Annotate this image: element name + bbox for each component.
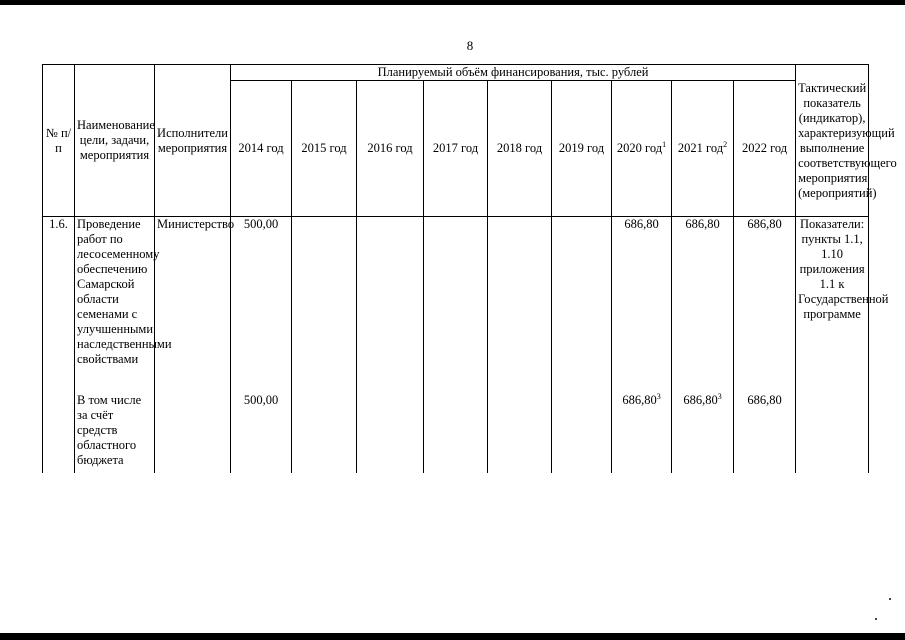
header-executors: Исполнители мероприятия xyxy=(155,65,231,217)
row-value xyxy=(357,217,424,394)
row-value: 686,80 xyxy=(734,217,796,394)
header-year: 2016 год xyxy=(357,81,424,217)
row-executor xyxy=(155,393,231,473)
row-value xyxy=(292,393,357,473)
row-value xyxy=(424,217,488,394)
row-name: Проведение работ по лесосеменному обеспечению Самарской области семенами с улучшенными наследственными свойствами xyxy=(75,217,155,394)
row-value xyxy=(424,393,488,473)
row-value: 686,80 xyxy=(672,217,734,394)
header-year: 2014 год xyxy=(231,81,292,217)
row-value: 500,00 xyxy=(231,217,292,394)
header-year: 2017 год xyxy=(424,81,488,217)
row-value xyxy=(357,393,424,473)
row-value: 686,80$^3$ xyxy=(672,393,734,473)
table-row xyxy=(43,393,869,473)
scan-speck xyxy=(889,598,891,600)
header-year: 2019 год xyxy=(552,81,612,217)
row-value xyxy=(552,217,612,394)
row-value: 686,80$^3$ xyxy=(612,393,672,473)
scan-bottom-edge xyxy=(0,633,905,640)
financing-table xyxy=(42,64,897,473)
header-year: 2020 год$^1$ xyxy=(612,81,672,217)
row-indicator: Показатели: пункты 1.1, 1.10 приложения 1.1 к Государственной программе xyxy=(796,217,869,394)
header-year: 2021 год$^2$ xyxy=(672,81,734,217)
row-value xyxy=(552,393,612,473)
header-planned-financing: Планируемый объём финансирования, тыс. рублей xyxy=(231,65,796,81)
header-year: 2015 год xyxy=(292,81,357,217)
table-row xyxy=(43,217,869,394)
row-executor: Министерство xyxy=(155,217,231,394)
header-number: № п/п xyxy=(43,65,75,217)
row-value: 686,80 xyxy=(734,393,796,473)
row-number: 1.6. xyxy=(43,217,75,394)
scan-speck xyxy=(875,618,877,620)
header-year: 2018 год xyxy=(488,81,552,217)
row-indicator xyxy=(796,393,869,473)
row-number xyxy=(43,393,75,473)
row-value xyxy=(488,217,552,394)
row-value xyxy=(292,217,357,394)
scan-top-edge xyxy=(0,0,905,5)
row-value xyxy=(488,393,552,473)
row-name: В том числе за счёт средств областного бюджета xyxy=(75,393,155,473)
header-name: Наименование цели, задачи, мероприятия xyxy=(75,65,155,217)
row-value: 500,00 xyxy=(231,393,292,473)
header-indicator: Тактический показатель (индикатор), характеризующий выполнение соответствующего мероприятия (мероприятий) xyxy=(796,65,869,217)
header-year: 2022 год xyxy=(734,81,796,217)
page-number: 8 xyxy=(466,38,474,53)
row-value: 686,80 xyxy=(612,217,672,394)
